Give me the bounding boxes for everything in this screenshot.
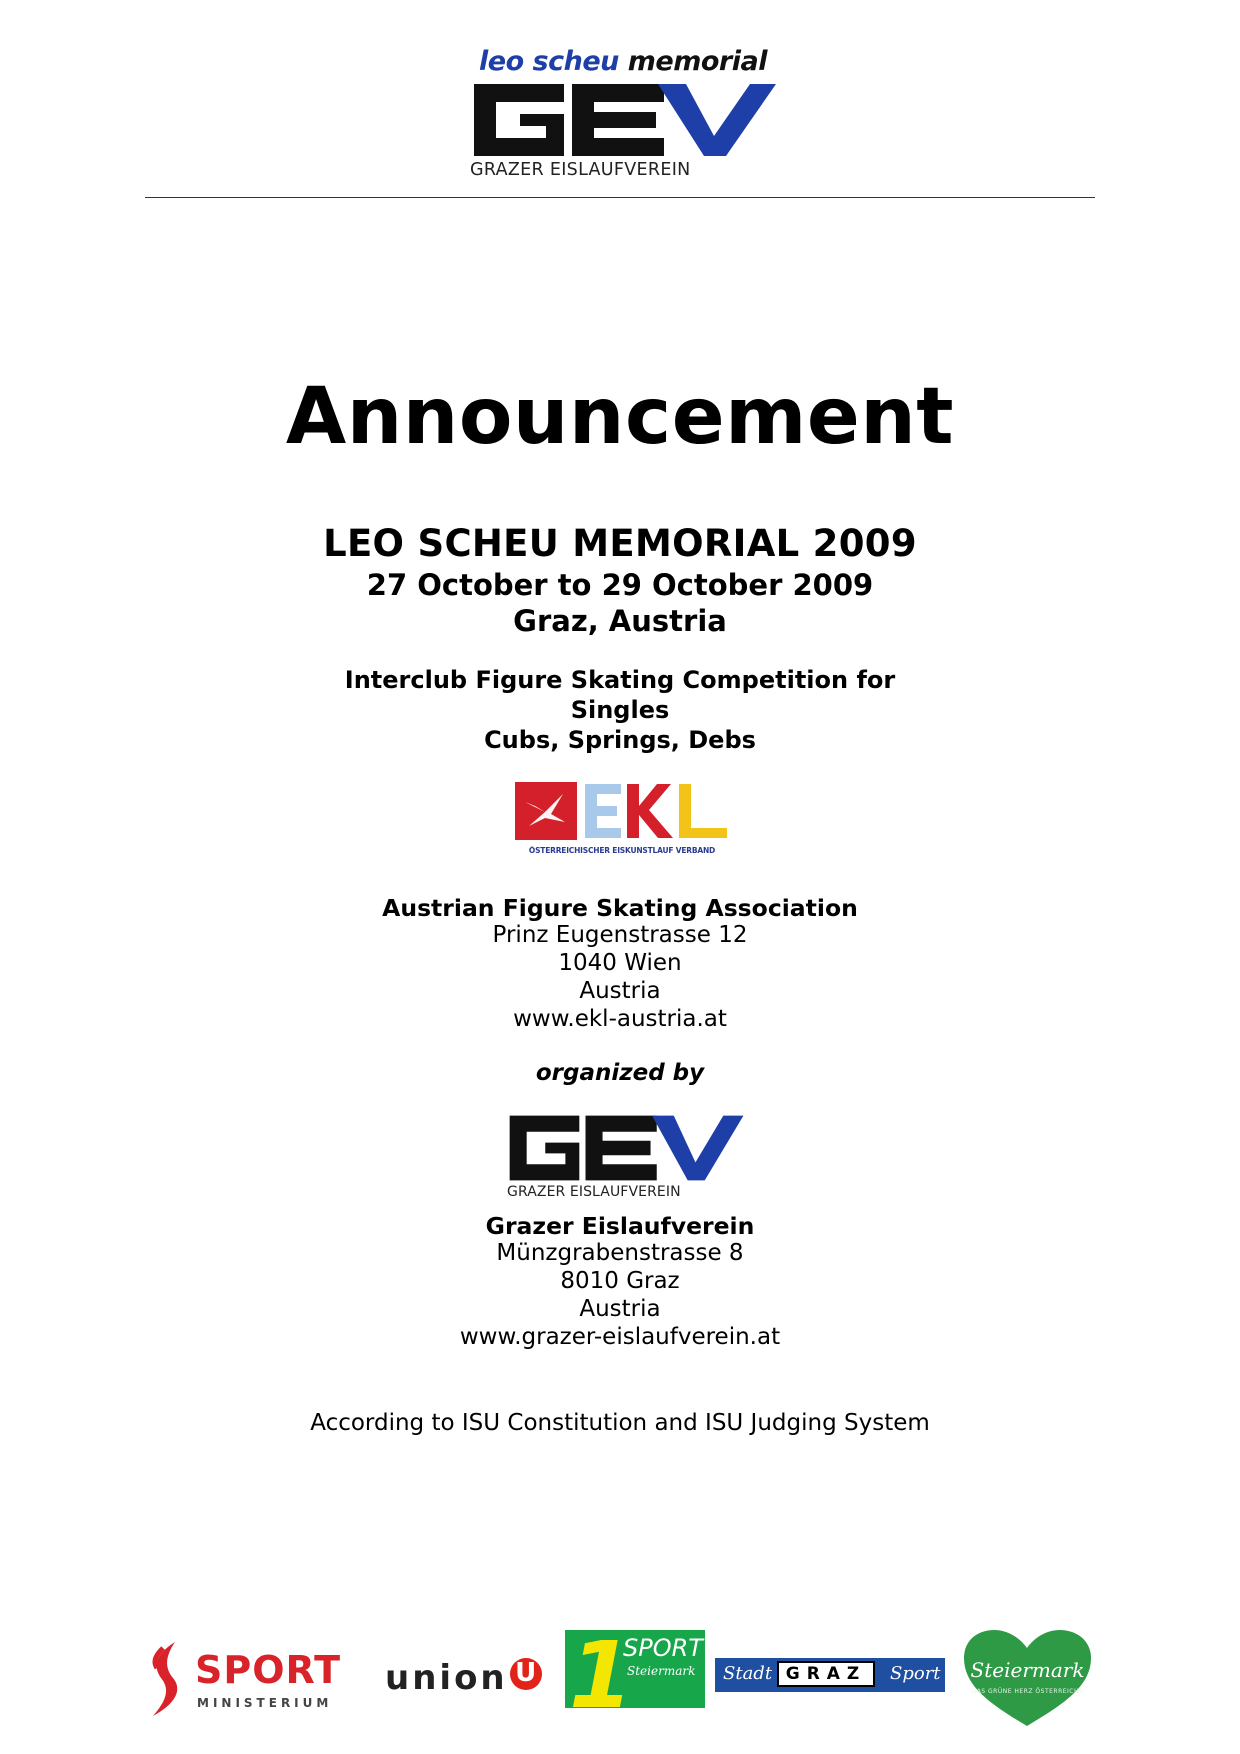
association-name: Austrian Figure Skating Association [382, 894, 858, 922]
union-text: union [385, 1658, 508, 1698]
organizer-name: Grazer Eislaufverein [485, 1212, 755, 1240]
header-tagline [468, 46, 778, 77]
sport-swoosh-icon [145, 1638, 193, 1724]
ekl-logo-subtitle: ÖSTERREICHISCHER EISKUNSTLAUF VERBAND [528, 846, 716, 855]
header-logo-subtitle: GRAZER EISLAUFVEREIN [470, 160, 691, 180]
stadt-graz-sport: Sport [890, 1663, 941, 1684]
tagline-black: memorial [627, 46, 767, 77]
stadt-graz-graz: GRAZ [777, 1661, 875, 1687]
sport-steiermark-subtitle: Steiermark [627, 1664, 696, 1678]
header-divider [145, 197, 1095, 198]
tagline-blue: leo scheu [479, 46, 619, 77]
organizer-city: 8010 Graz [560, 1268, 680, 1294]
competition-categories: Cubs, Springs, Debs [484, 726, 756, 754]
organizer-logo-subtitle: GRAZER EISLAUFVEREIN [507, 1184, 681, 1200]
stadt-graz-stadt: Stadt [723, 1663, 773, 1684]
union-logo [385, 1658, 555, 1698]
organized-by-label: organized by [535, 1060, 705, 1086]
sponsor-logos [0, 1628, 1240, 1738]
sport-steiermark-logo [565, 1630, 705, 1708]
steiermark-tagline: DAS GRÜNE HERZ ÖSTERREICHS [971, 1688, 1084, 1695]
event-location: Graz, Austria [513, 604, 727, 638]
ekl-logo [515, 782, 729, 862]
organizer-country: Austria [579, 1296, 661, 1322]
steiermark-heart-logo [960, 1628, 1095, 1728]
organizer-logo [505, 1112, 745, 1202]
event-name: LEO SCHEU MEMORIAL 2009 [323, 522, 917, 565]
sport-ministerium-big: SPORT [195, 1648, 341, 1692]
sport-steiermark-title: SPORT [623, 1634, 703, 1662]
union-badge: U [510, 1658, 542, 1690]
gev-letters-graphic [468, 80, 778, 160]
association-website: www.ekl-austria.at [513, 1006, 727, 1032]
sport-ministerium-logo [145, 1638, 370, 1718]
sport-ministerium-small: MINISTERIUM [197, 1696, 333, 1710]
organizer-street: Münzgrabenstrasse 8 [496, 1240, 744, 1266]
event-dates: 27 October to 29 October 2009 [366, 568, 874, 602]
association-street: Prinz Eugenstrasse 12 [492, 922, 748, 948]
organizer-website: www.grazer-eislaufverein.at [459, 1324, 781, 1350]
page-title: Announcement [285, 372, 955, 462]
competition-line: Singles [570, 696, 670, 724]
ekl-logo-graphic [515, 782, 729, 844]
organizer-gev-letters-graphic [505, 1112, 745, 1184]
header-logo [468, 42, 778, 182]
competition-line: Interclub Figure Skating Competition for [344, 666, 896, 694]
steiermark-label: Steiermark [970, 1658, 1085, 1682]
association-country: Austria [579, 978, 661, 1004]
rules-note: According to ISU Constitution and ISU Judging System [310, 1410, 930, 1436]
association-city: 1040 Wien [558, 950, 682, 976]
sport-steiermark-one: 1 [569, 1630, 634, 1708]
stadt-graz-sport-logo [715, 1658, 945, 1692]
